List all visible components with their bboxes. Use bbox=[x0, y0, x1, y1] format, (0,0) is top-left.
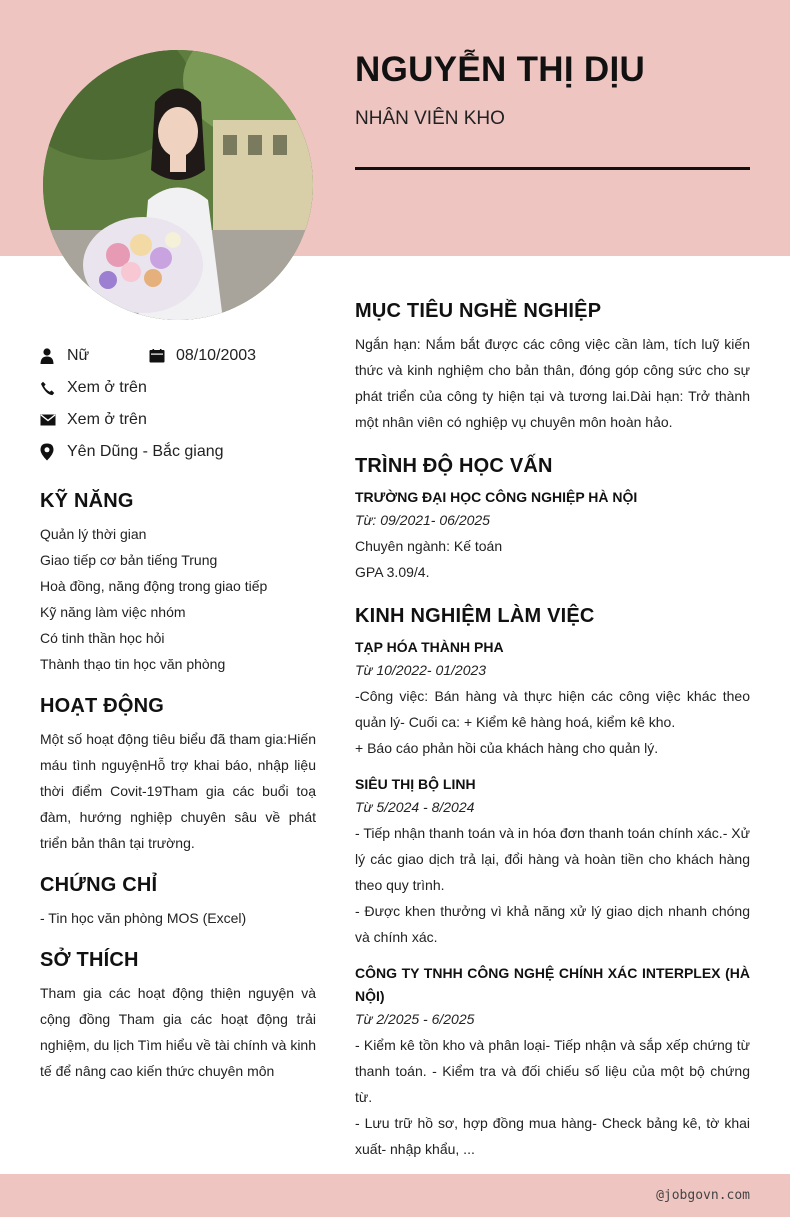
person-icon bbox=[40, 347, 67, 365]
skill-item: Có tinh thần học hỏi bbox=[40, 630, 165, 646]
candidate-position: NHÂN VIÊN KHO bbox=[355, 108, 505, 129]
phone-text: Xem ở trên bbox=[67, 379, 147, 396]
education-period: Từ: 09/2021- 06/2025 bbox=[355, 512, 490, 528]
job-entry bbox=[355, 773, 750, 950]
hobbies-text: Tham gia các hoạt động thiện nguyện và cộng đồng Tham gia các hoạt động trải nghiệm, du lịch Tìm hiểu về tài chính và kinh tế để nâng cao kiến thức chuyên môn bbox=[40, 985, 317, 1079]
email-text: Xem ở trên bbox=[67, 411, 147, 428]
candidate-name: NGUYỄN THỊ DỊU bbox=[355, 50, 646, 89]
location-pin-icon bbox=[40, 443, 67, 461]
job-period: Từ 10/2022- 01/2023 bbox=[355, 662, 487, 678]
certificates-title: CHỨNG CHỈ bbox=[40, 874, 158, 896]
education-section bbox=[355, 455, 750, 585]
skills-list bbox=[40, 521, 316, 677]
skills-title: KỸ NĂNG bbox=[40, 490, 134, 512]
job-duty: - Lưu trữ hồ sơ, hợp đồng mua hàng- Check bảng kê, tờ khai xuất- nhập khẩu, ... bbox=[355, 1115, 750, 1157]
experience-title: KINH NGHIỆM LÀM VIỆC bbox=[355, 605, 595, 627]
job-duty: -Công việc: Bán hàng và thực hiện các công việc khác theo quản lý- Cuối ca: + Kiểm kê hàng hoá, kiểm kê kho. bbox=[355, 688, 750, 730]
profile-photo-image bbox=[43, 50, 313, 320]
hobbies-title: SỞ THÍCH bbox=[40, 949, 139, 971]
info-row-address bbox=[40, 436, 316, 468]
gender-item bbox=[40, 347, 149, 365]
job-company: SIÊU THỊ BỘ LINH bbox=[355, 776, 476, 792]
info-row-gender-birthday bbox=[40, 340, 316, 372]
school-name: TRƯỜNG ĐẠI HỌC CÔNG NGHIỆP HÀ NỘI bbox=[355, 489, 638, 505]
birthday-text: 08/10/2003 bbox=[176, 347, 257, 364]
education-title: TRÌNH ĐỘ HỌC VẤN bbox=[355, 455, 553, 477]
job-company: CÔNG TY TNHH CÔNG NGHỆ CHÍNH XÁC INTERPLEX (HÀ NỘI) bbox=[355, 965, 750, 1004]
job-company: TẠP HÓA THÀNH PHA bbox=[355, 639, 504, 655]
job-period: Từ 5/2024 - 8/2024 bbox=[355, 799, 475, 815]
left-column bbox=[40, 340, 316, 1084]
objective-title: MỤC TIÊU NGHỀ NGHIỆP bbox=[355, 300, 602, 322]
skill-item: Giao tiếp cơ bản tiếng Trung bbox=[40, 552, 218, 568]
objective-section bbox=[355, 300, 750, 435]
calendar-icon bbox=[149, 347, 176, 365]
info-row-email bbox=[40, 404, 316, 436]
skill-item: Kỹ năng làm việc nhóm bbox=[40, 604, 186, 620]
job-duty: - Tiếp nhận thanh toán và in hóa đơn thanh toán chính xác.- Xử lý các giao dịch trả lại, đổi hàng và hoàn tiền cho khách hàng theo quy trình. bbox=[355, 825, 750, 893]
skill-item: Hoà đồng, năng động trong giao tiếp bbox=[40, 578, 268, 594]
job-entry bbox=[355, 636, 750, 761]
address-text: Yên Dũng - Bắc giang bbox=[67, 443, 224, 460]
info-row-phone bbox=[40, 372, 316, 404]
education-gpa: GPA 3.09/4. bbox=[355, 564, 430, 580]
profile-photo bbox=[43, 50, 313, 320]
certificate-item: - Tin học văn phòng MOS (Excel) bbox=[40, 910, 247, 926]
activities-title: HOẠT ĐỘNG bbox=[40, 695, 165, 717]
activities-text: Một số hoạt động tiêu biểu đã tham gia:Hiến máu tình nguyệnHỗ trợ khai báo, nhập liệu thời điểm Covit-19Tham gia các buổi toạ đàm, hướng nghiệp chuyên sâu về phát triển bản thân tại trường. bbox=[40, 731, 316, 851]
objective-text: Ngắn hạn: Nắm bắt được các công việc cần làm, tích luỹ kiến thức và kinh nghiệm cho bản thân, đóng góp công sức cho sự phát triển của công ty hiện tại và tương lai.Dài hạn: Trở thành một nhân viên có nghiệp vụ chuyên môn hoàn hảo. bbox=[355, 336, 750, 430]
right-column bbox=[355, 300, 750, 1182]
experience-section bbox=[355, 605, 750, 1162]
phone-icon bbox=[40, 379, 67, 397]
education-major: Chuyên ngành: Kế toán bbox=[355, 538, 503, 554]
job-entry bbox=[355, 962, 750, 1162]
footer-watermark: @jobgovn.com bbox=[656, 1188, 750, 1203]
job-duty: - Kiểm kê tồn kho và phân loại- Tiếp nhận và sắp xếp chứng từ thanh toán. - Kiểm tra và đối chiếu số liệu của một bộ chứng từ. bbox=[355, 1037, 750, 1105]
title-divider bbox=[355, 167, 750, 170]
skill-item: Thành thạo tin học văn phòng bbox=[40, 656, 226, 672]
job-period: Từ 2/2025 - 6/2025 bbox=[355, 1011, 475, 1027]
gender-text: Nữ bbox=[67, 347, 90, 364]
envelope-icon bbox=[40, 411, 67, 429]
job-duty: - Được khen thưởng vì khả năng xử lý giao dịch nhanh chóng và chính xác. bbox=[355, 903, 750, 945]
job-duty: + Báo cáo phản hồi của khách hàng cho quản lý. bbox=[355, 740, 659, 756]
skill-item: Quản lý thời gian bbox=[40, 526, 147, 542]
